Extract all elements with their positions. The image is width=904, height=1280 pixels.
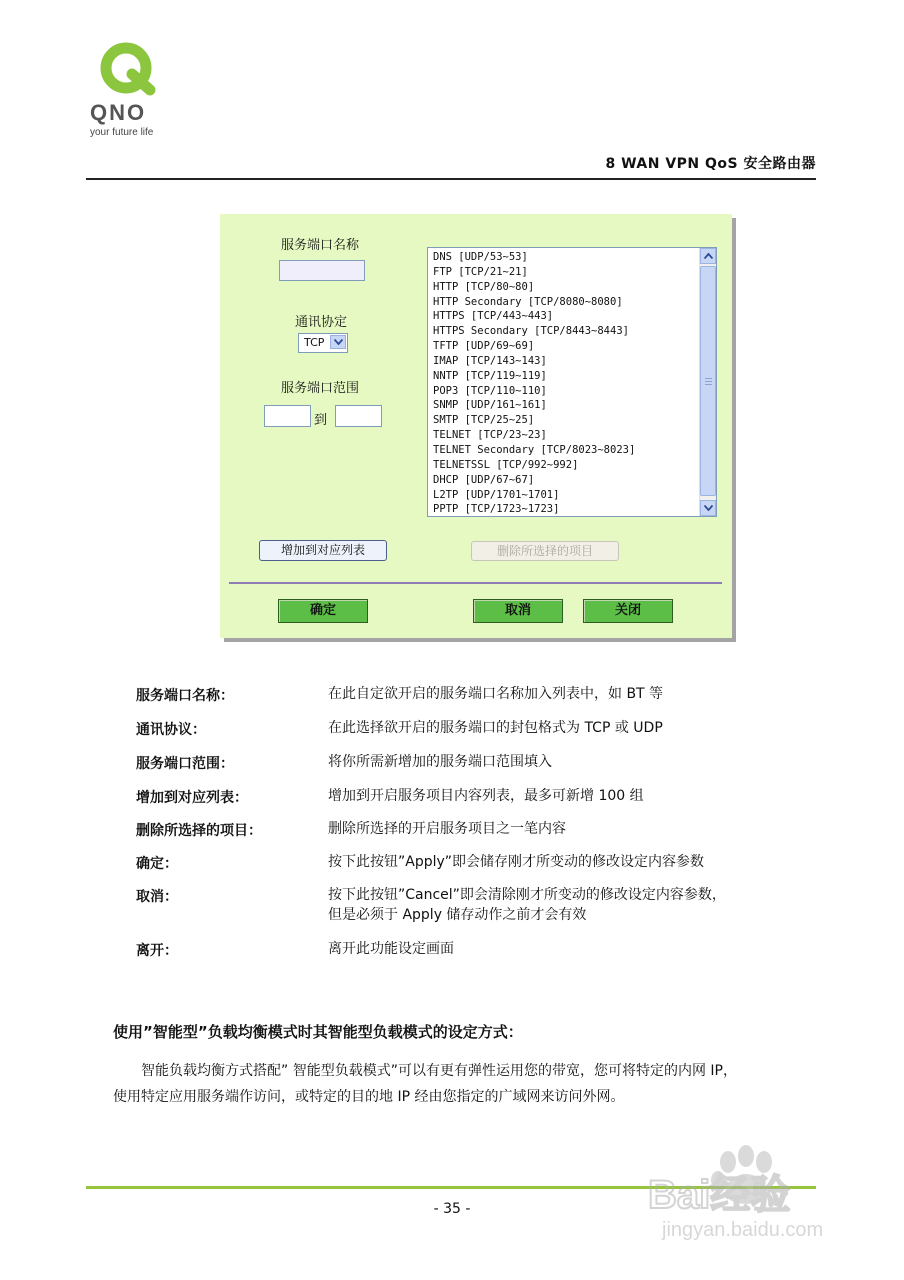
service-list-item[interactable]: PPTP [TCP/1723~1723]: [433, 503, 560, 516]
section-paragraph-line1: 智能负载均衡方式搭配” 智能型负载模式”可以有更有弹性运用您的带宽，您可将特定的内网 IP，: [141, 1063, 737, 1079]
service-list-item[interactable]: TELNET [TCP/23~23]: [433, 429, 547, 442]
logo-tagline: your future life: [90, 127, 154, 138]
service-list-item[interactable]: HTTP [TCP/80~80]: [433, 280, 535, 293]
service-list-item[interactable]: FTP [TCP/21~21]: [433, 265, 528, 278]
page-number: - 35 -: [433, 1201, 471, 1217]
service-list-item[interactable]: DNS [UDP/53~53]: [433, 251, 528, 263]
baidu-jingyan-watermark: [610, 1140, 900, 1280]
desc-term-port-range: 服务端口范围：: [136, 756, 234, 772]
document-title: 8 WAN VPN QoS 安全路由器: [605, 156, 816, 172]
scroll-up-arrow-icon[interactable]: [700, 248, 716, 264]
desc-def-add-to-list: 增加到开启服务项目内容列表，最多可新增 100 组: [328, 788, 644, 804]
port-range-label: 服务端口范围: [281, 381, 360, 396]
port-range-to-label: 到: [314, 413, 328, 428]
service-list-item[interactable]: TFTP [UDP/69~69]: [433, 340, 535, 353]
protocol-label: 通讯协定: [295, 315, 348, 330]
service-list-item[interactable]: SNMP [UDP/161~161]: [433, 399, 547, 412]
desc-def-cancel-line1: 按下此按钮”Cancel”即会清除刚才所变动的修改设定内容参数，: [328, 887, 726, 903]
protocol-select[interactable]: [298, 333, 348, 353]
scroll-thumb[interactable]: [700, 266, 716, 496]
service-name-input[interactable]: [279, 260, 365, 281]
port-from-input[interactable]: [264, 405, 311, 427]
cancel-button[interactable]: 取消: [473, 599, 563, 623]
watermark-url: jingyan.baidu.com: [662, 1219, 824, 1241]
service-list-item[interactable]: HTTPS [TCP/443~443]: [433, 310, 554, 323]
desc-term-add-to-list: 增加到对应列表：: [136, 790, 248, 806]
service-name-label: 服务端口名称: [281, 238, 360, 253]
ok-button[interactable]: 确定: [278, 599, 368, 623]
service-list-item[interactable]: TELNETSSL [TCP/992~992]: [433, 458, 579, 471]
desc-def-port-range: 将你所需新增加的服务端口范围填入: [328, 754, 552, 770]
service-list-scrollbar[interactable]: [699, 248, 716, 516]
service-list-item[interactable]: SMTP [TCP/25~25]: [433, 414, 535, 427]
delete-selected-button[interactable]: 删除所选择的项目: [471, 541, 619, 561]
service-list-item[interactable]: POP3 [TCP/110~110]: [433, 384, 547, 397]
desc-term-delete-selected: 删除所选择的项目：: [136, 823, 262, 839]
service-list-item[interactable]: NNTP [TCP/119~119]: [433, 369, 547, 382]
desc-def-leave: 离开此功能设定画面: [328, 941, 454, 957]
qno-logo: [88, 40, 198, 140]
service-list-item[interactable]: HTTP Secondary [TCP/8080~8080]: [433, 295, 623, 308]
service-list-item[interactable]: DHCP [UDP/67~67]: [433, 473, 535, 486]
header-rule: [86, 178, 816, 180]
desc-def-ok: 按下此按钮”Apply”即会储存刚才所变动的修改设定内容参数: [328, 854, 705, 870]
section-heading: 使用”智能型”负载均衡模式时其智能型负载模式的设定方式：: [113, 1023, 523, 1041]
service-list[interactable]: [427, 247, 717, 517]
chevron-down-icon[interactable]: [330, 335, 346, 349]
service-list-item[interactable]: L2TP [UDP/1701~1701]: [433, 488, 560, 501]
port-to-input[interactable]: [335, 405, 382, 427]
desc-def-protocol: 在此选择欲开启的服务端口的封包格式为 TCP 或 UDP: [328, 720, 663, 736]
close-button[interactable]: 关闭: [583, 599, 673, 623]
service-list-item[interactable]: HTTPS Secondary [TCP/8443~8443]: [433, 325, 629, 338]
desc-term-ok: 确定：: [136, 856, 178, 872]
desc-term-protocol: 通讯协议：: [136, 722, 206, 738]
desc-def-cancel-line2: 但是必须于 Apply 储存动作之前才会有效: [328, 907, 587, 923]
service-list-item[interactable]: IMAP [TCP/143~143]: [433, 354, 547, 367]
desc-term-service-name: 服务端口名称：: [136, 688, 234, 704]
section-paragraph: [113, 1058, 793, 1110]
protocol-selected-value: TCP: [304, 336, 325, 349]
dialog-divider: [229, 582, 722, 584]
watermark-brand: Bai经验: [648, 1173, 791, 1217]
desc-term-leave: 离开：: [136, 943, 178, 959]
service-list-item[interactable]: TELNET Secondary [TCP/8023~8023]: [433, 443, 636, 456]
scroll-down-arrow-icon[interactable]: [700, 500, 716, 516]
logo-wordmark: QNO: [90, 100, 147, 125]
add-to-list-button[interactable]: 增加到对应列表: [259, 540, 387, 561]
desc-def-service-name: 在此自定欲开启的服务端口名称加入列表中，如 BT 等: [328, 686, 664, 702]
desc-term-cancel: 取消：: [136, 889, 178, 905]
desc-def-delete-selected: 删除所选择的开启服务项目之一笔内容: [328, 821, 566, 837]
section-paragraph-line2: 使用特定应用服务端作访问，或特定的目的地 IP 经由您指定的广域网来访问外网。: [113, 1089, 625, 1105]
